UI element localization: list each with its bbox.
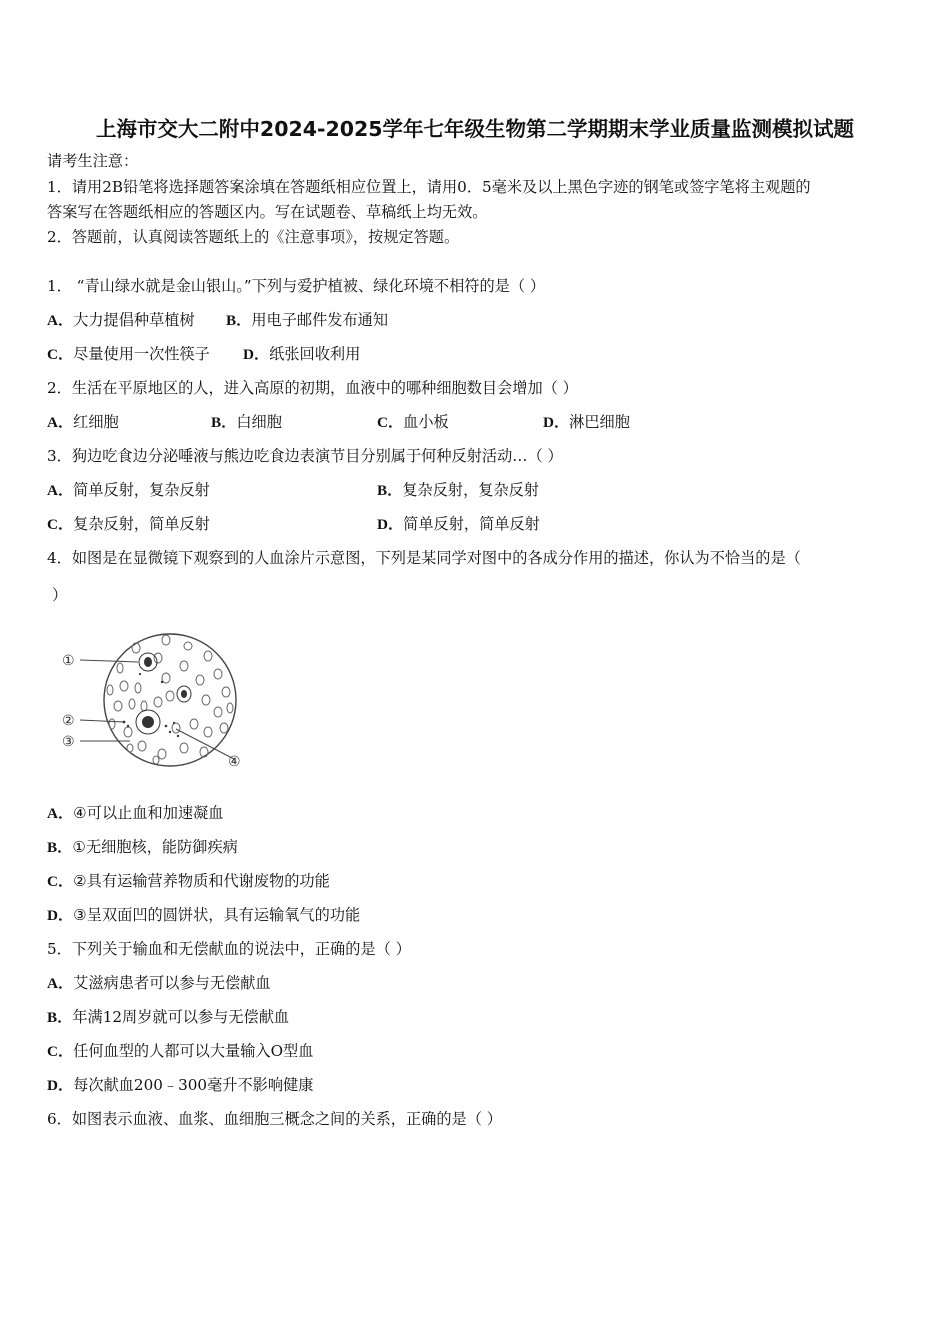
- q3-option-a: A．简单反射，复杂反射: [47, 481, 210, 499]
- q2-option-a: A．红细胞: [47, 413, 119, 431]
- notice-heading: 请考生注意：: [47, 152, 139, 170]
- q1-option-a: A．大力提倡种草植树: [47, 311, 195, 329]
- notice-item-1b: 答案写在答题纸相应的答题区内。写在试题卷、草稿纸上均无效。: [47, 203, 488, 221]
- notice-item-1a: 1．请用2B铅笔将选择题答案涂填在答题纸相应位置上，请用0．5毫米及以上黑色字迹的钢笔或签字笔将主观题的: [47, 178, 811, 196]
- q4-stem: 4．如图是在显微镜下观察到的人血涂片示意图，下列是某同学对图中的各成分作用的描述，你认为不恰当的是（: [47, 549, 801, 567]
- q3-option-d: D．简单反射，简单反射: [377, 515, 540, 533]
- q4-stem-close: ）: [52, 586, 68, 604]
- q5-option-d: D．每次献血200﹣300毫升不影响健康: [47, 1076, 314, 1094]
- q2-option-b: B．白细胞: [211, 413, 282, 431]
- q1-option-c: C．尽量使用一次性筷子: [47, 345, 210, 363]
- q2-stem: 2．生活在平原地区的人，进入高原的初期，血液中的哪种细胞数目会增加（ ）: [47, 379, 578, 397]
- notice-item-2: 2．答题前，认真阅读答题纸上的《注意事项》，按规定答题。: [47, 228, 460, 246]
- figure-label-4: ④: [228, 754, 241, 770]
- page-title: 上海市交大二附中2024-2025学年七年级生物第二学期期末学业质量监测模拟试题: [95, 117, 855, 141]
- q5-option-a: A．艾滋病患者可以参与无偿献血: [47, 974, 271, 992]
- q2-option-d: D．淋巴细胞: [543, 413, 630, 431]
- q1-option-b: B．用电子邮件发布通知: [226, 311, 389, 329]
- q4-option-d: D．③呈双面凹的圆饼状，具有运输氧气的功能: [47, 906, 361, 924]
- q5-option-c: C．任何血型的人都可以大量输入O型血: [47, 1042, 314, 1060]
- q1-option-d: D．纸张回收利用: [243, 345, 361, 363]
- q2-option-c: C．血小板: [377, 413, 449, 431]
- q5-stem: 5．下列关于输血和无偿献血的说法中，正确的是（ ）: [47, 940, 411, 958]
- blood-smear-figure: [58, 628, 250, 773]
- q4-option-a: A．④可以止血和加速凝血: [47, 804, 224, 822]
- q1-stem: 1． “青山绿水就是金山银山。”下列与爱护植被、绿化环境不相符的是（ ）: [47, 277, 546, 295]
- q3-option-b: B．复杂反射，复杂反射: [377, 481, 540, 499]
- q3-stem: 3．狗边吃食边分泌唾液与熊边吃食边表演节目分别属于何种反射活动…（ ）: [47, 447, 563, 465]
- figure-label-1: ①: [62, 653, 75, 669]
- q4-option-c: C．②具有运输营养物质和代谢废物的功能: [47, 872, 330, 890]
- q6-stem: 6．如图表示血液、血浆、血细胞三概念之间的关系，正确的是（ ）: [47, 1110, 502, 1128]
- figure-label-2: ②: [62, 713, 75, 729]
- q4-option-b: B．①无细胞核，能防御疾病: [47, 838, 238, 856]
- q5-option-b: B．年满12周岁就可以参与无偿献血: [47, 1008, 290, 1026]
- q3-option-c: C．复杂反射，简单反射: [47, 515, 210, 533]
- figure-label-3: ③: [62, 734, 75, 750]
